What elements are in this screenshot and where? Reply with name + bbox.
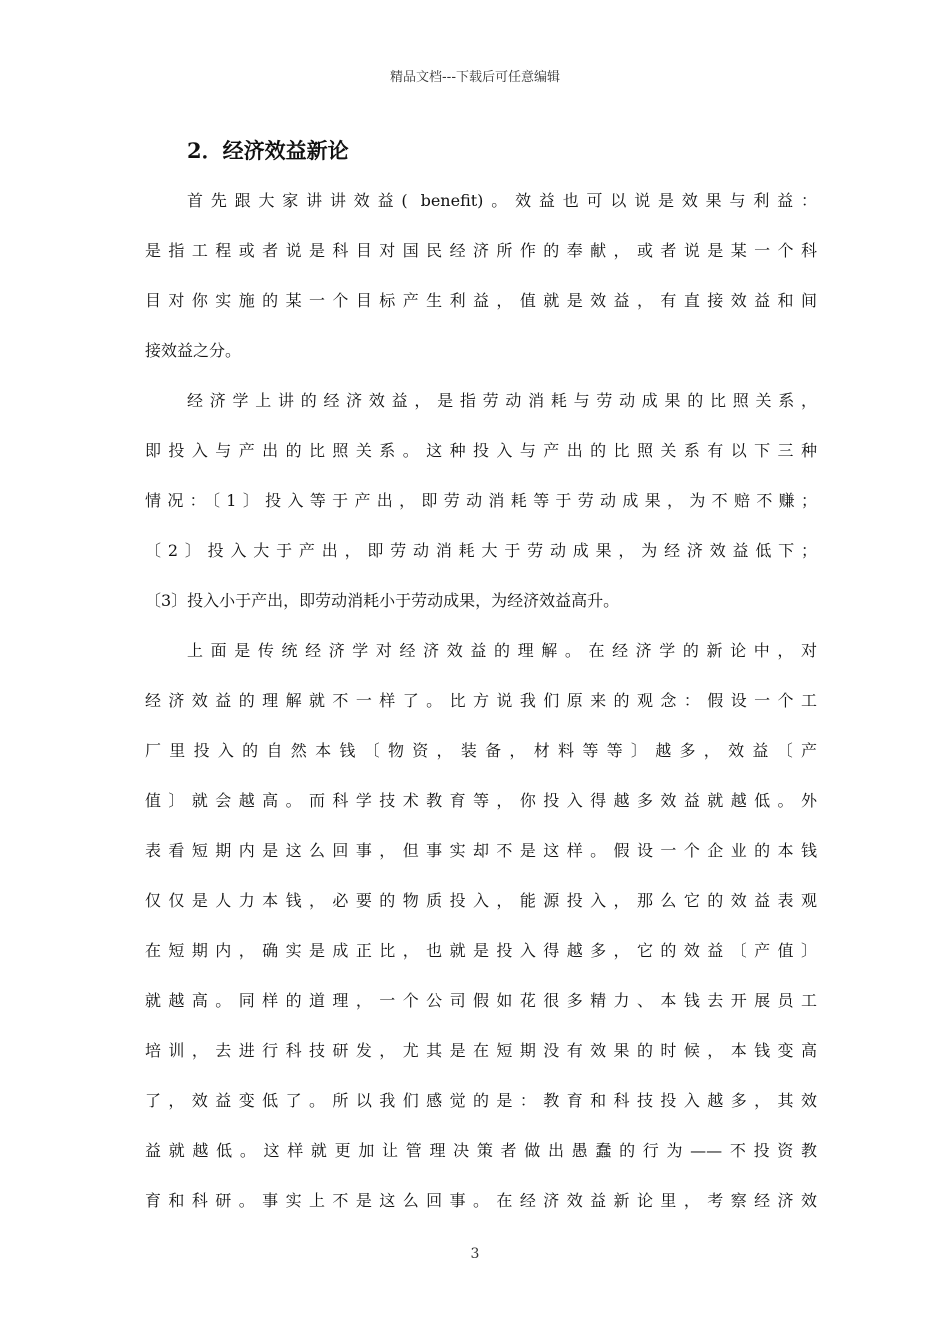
paragraph-line: 表看短期内是这么回事，但事实却不是这样。假设一个企业的本钱 [145, 841, 817, 860]
paragraph-line: 厂里投入的自然本钱〔物资，装备，材料等等〕越多，效益〔产 [145, 741, 817, 760]
paragraph-line: 情况：〔1〕投入等于产出，即劳动消耗等于劳动成果，为不赔不赚； [145, 491, 817, 510]
paragraph-line: 是指工程或者说是科目对国民经济所作的奉献，或者说是某一个科 [145, 241, 817, 260]
paragraph-line: 培训，去进行科技研发，尤其是在短期没有效果的时候，本钱变高 [145, 1041, 817, 1060]
paragraph-3 [145, 626, 817, 1226]
paragraph-line: 首先跟大家讲讲效益( benefit)。效益也可以说是效果与利益： [187, 191, 817, 210]
paragraph-line: 益就越低。这样就更加让管理决策者做出愚蠢的行为——不投资教 [145, 1141, 817, 1160]
document-body [145, 126, 817, 1226]
section-heading: 2．经济效益新论 [187, 138, 349, 163]
paragraph-line: 仅仅是人力本钱，必要的物质投入，能源投入，那么它的效益表观 [145, 891, 817, 910]
page-header: 精品文档---下载后可任意编辑 [389, 70, 561, 85]
paragraph-line: 接效益之分。 [145, 341, 242, 360]
paragraph-line: 目对你实施的某一个目标产生利益，值就是效益，有直接效益和间 [145, 291, 817, 310]
paragraph-2 [145, 376, 817, 626]
paragraph-line: 〔2〕投入大于产出，即劳动消耗大于劳动成果，为经济效益低下； [145, 541, 817, 560]
paragraph-line: 〔3〕投入小于产出，即劳动消耗小于劳动成果，为经济效益高升。 [145, 591, 620, 610]
paragraph-line: 经济学上讲的经济效益，是指劳动消耗与劳动成果的比照关系， [187, 391, 817, 410]
paragraph-line: 经济效益的理解就不一样了。比方说我们原来的观念：假设一个工 [145, 691, 817, 710]
paragraph-line: 就越高。同样的道理，一个公司假如花很多精力、本钱去开展员工 [145, 991, 817, 1010]
page-number: 3 [470, 1246, 480, 1262]
paragraph-line: 值〕就会越高。而科学技术教育等，你投入得越多效益就越低。外 [145, 791, 817, 810]
paragraph-line: 上面是传统经济学对经济效益的理解。在经济学的新论中，对 [187, 641, 817, 660]
paragraph-line: 即投入与产出的比照关系。这种投入与产出的比照关系有以下三种 [145, 441, 817, 460]
paragraph-line: 在短期内，确实是成正比，也就是投入得越多，它的效益〔产值〕 [145, 941, 817, 960]
paragraph-line: 育和科研。事实上不是这么回事。在经济效益新论里，考察经济效 [145, 1191, 817, 1210]
paragraph-1 [145, 176, 817, 376]
paragraph-line: 了，效益变低了。所以我们感觉的是：教育和科技投入越多，其效 [145, 1091, 817, 1110]
